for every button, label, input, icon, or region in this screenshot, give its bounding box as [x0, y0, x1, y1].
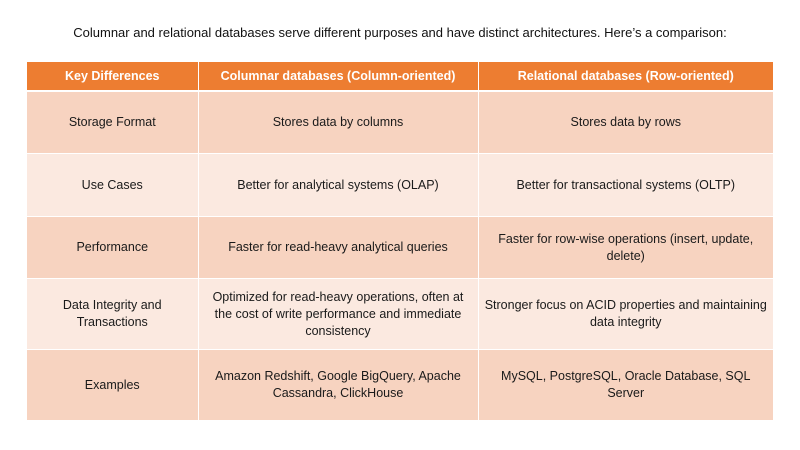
row-relational: MySQL, PostgreSQL, Oracle Database, SQL Server [478, 350, 773, 421]
header-columnar-databases: Columnar databases (Column-oriented) [198, 62, 478, 91]
row-aspect: Performance [27, 217, 198, 279]
table-row [27, 350, 773, 421]
header-key-differences: Key Differences [27, 62, 198, 91]
row-aspect: Data Integrity and Transactions [27, 279, 198, 350]
row-aspect: Use Cases [27, 154, 198, 217]
row-relational: Stores data by rows [478, 91, 773, 154]
table-row [27, 217, 773, 279]
row-columnar: Stores data by columns [198, 91, 478, 154]
row-aspect: Storage Format [27, 91, 198, 154]
row-relational: Better for transactional systems (OLTP) [478, 154, 773, 217]
row-aspect: Examples [27, 350, 198, 421]
table-header-row [27, 62, 773, 91]
row-columnar: Amazon Redshift, Google BigQuery, Apache Cassandra, ClickHouse [198, 350, 478, 421]
table-row [27, 91, 773, 154]
table-row [27, 279, 773, 350]
header-relational-databases: Relational databases (Row-oriented) [478, 62, 773, 91]
row-columnar: Better for analytical systems (OLAP) [198, 154, 478, 217]
row-columnar: Faster for read-heavy analytical queries [198, 217, 478, 279]
intro-text: Columnar and relational databases serve different purposes and have distinct architectures. Here’s a comparison: [73, 25, 727, 40]
row-columnar: Optimized for read-heavy operations, often at the cost of write performance and immediate consistency [198, 279, 478, 350]
row-relational: Stronger focus on ACID properties and maintaining data integrity [478, 279, 773, 350]
row-relational: Faster for row-wise operations (insert, update, delete) [478, 217, 773, 279]
table-row [27, 154, 773, 217]
comparison-table [27, 62, 773, 421]
